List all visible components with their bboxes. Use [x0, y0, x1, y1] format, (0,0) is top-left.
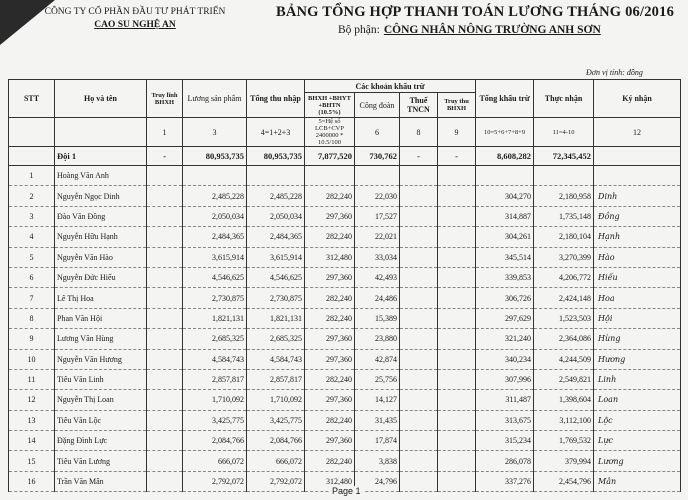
cell-cd: 22,021	[355, 227, 400, 247]
group-total-row	[9, 147, 681, 166]
group-truy-thu: -	[438, 147, 476, 166]
cell-luong: 2,857,817	[183, 369, 247, 389]
header-bh: BHXH +BHYT +BHTN (10.5%)	[305, 93, 355, 118]
cell-empty	[400, 369, 438, 389]
cell-empty	[147, 329, 183, 349]
cell-cd: 23,880	[355, 329, 400, 349]
cell-bh: 312,480	[305, 247, 355, 267]
cell-name: Phan Văn Hội	[55, 308, 147, 328]
cell-tn: 4,206,772	[534, 267, 594, 287]
cell-tkt: 321,240	[476, 329, 534, 349]
cell-tkt: 313,675	[476, 410, 534, 430]
cell-tn: 379,994	[534, 451, 594, 471]
cell-sig: Lực	[594, 431, 681, 451]
group-thuc-nhan: 72,345,452	[534, 147, 594, 166]
cell-stt: 4	[9, 227, 55, 247]
cell-name: Nguyễn Văn Hương	[55, 349, 147, 369]
cell-empty	[400, 451, 438, 471]
formula-cell: 4=1+2+3	[247, 118, 305, 147]
cell-luong: 2,484,365	[183, 227, 247, 247]
cell-name: Lê Thị Hoa	[55, 288, 147, 308]
cell-empty	[400, 206, 438, 226]
header-ky-nhan: Ký nhận	[594, 80, 681, 118]
cell-bh: 282,240	[305, 186, 355, 206]
cell-empty	[147, 267, 183, 287]
cell-name: Tiêu Văn Linh	[55, 369, 147, 389]
table-row	[9, 390, 681, 410]
cell-empty	[147, 288, 183, 308]
cell-tong: 2,730,875	[247, 288, 305, 308]
cell-bh: 297,360	[305, 206, 355, 226]
group-thue: -	[400, 147, 438, 166]
cell-stt: 12	[9, 390, 55, 410]
cell-empty	[400, 410, 438, 430]
cell-cd: 42,493	[355, 267, 400, 287]
cell-tn: 3,270,399	[534, 247, 594, 267]
cell-empty	[147, 308, 183, 328]
cell-empty	[438, 186, 476, 206]
cell-tn: 3,112,100	[534, 410, 594, 430]
cell-luong: 2,084,766	[183, 431, 247, 451]
cell-empty	[147, 227, 183, 247]
cell-tn: 1,735,148	[534, 206, 594, 226]
cell-tong: 2,484,365	[247, 227, 305, 247]
cell-bh: 297,360	[305, 431, 355, 451]
cell-tong: 2,050,034	[247, 206, 305, 226]
department-label: Bộ phận:	[338, 24, 380, 36]
cell-sig: Hoa	[594, 288, 681, 308]
cell-empty	[147, 349, 183, 369]
cell-empty	[438, 288, 476, 308]
table-row	[9, 451, 681, 471]
cell-empty	[438, 267, 476, 287]
header-thuc-nhan: Thực nhận	[534, 80, 594, 118]
cell-sig: Linh	[594, 369, 681, 389]
formula-row	[9, 118, 681, 147]
cell-stt: 14	[9, 431, 55, 451]
cell-tkt: 337,276	[476, 471, 534, 491]
cell-cd: 24,486	[355, 288, 400, 308]
cell-name: Đặng Đình Lực	[55, 431, 147, 451]
cell-stt: 9	[9, 329, 55, 349]
cell-empty	[147, 431, 183, 451]
cell-empty	[400, 166, 438, 186]
cell-name: Trần Văn Mân	[55, 471, 147, 491]
cell-name: Tiêu Văn Lộc	[55, 410, 147, 430]
cell-cd: 24,796	[355, 471, 400, 491]
table-row	[9, 267, 681, 287]
department-line	[338, 24, 601, 36]
currency-unit: Đơn vị tính: đồng	[586, 68, 643, 77]
formula-cell: 12	[594, 118, 681, 147]
department-value: CÔNG NHÂN NÔNG TRƯỜNG ANH SƠN	[383, 24, 601, 36]
cell-bh: 297,360	[305, 267, 355, 287]
cell-tong	[247, 166, 305, 186]
cell-stt: 16	[9, 471, 55, 491]
table-row	[9, 410, 681, 430]
formula-cell: 6	[355, 118, 400, 147]
company-header	[30, 6, 240, 32]
cell-empty	[147, 186, 183, 206]
formula-cell: 8	[400, 118, 438, 147]
cell-bh: 297,360	[305, 390, 355, 410]
group-bh: 7,877,520	[305, 147, 355, 166]
cell-empty	[438, 451, 476, 471]
cell-tong: 666,072	[247, 451, 305, 471]
cell-sig	[594, 166, 681, 186]
cell-tkt: 315,234	[476, 431, 534, 451]
header-tong-thu-nhap: Tổng thu nhập	[247, 80, 305, 118]
table-row	[9, 369, 681, 389]
cell-empty	[438, 206, 476, 226]
cell-luong: 1,710,092	[183, 390, 247, 410]
cell-cd: 33,034	[355, 247, 400, 267]
cell-empty	[400, 308, 438, 328]
cell-cd	[355, 166, 400, 186]
cell-luong: 1,821,131	[183, 308, 247, 328]
cell-sig: Đồng	[594, 206, 681, 226]
cell-sig: Lương	[594, 451, 681, 471]
cell-name: Nguyễn Văn Hào	[55, 247, 147, 267]
cell-tn: 1,398,604	[534, 390, 594, 410]
cell-bh: 297,360	[305, 329, 355, 349]
cell-luong: 2,485,228	[183, 186, 247, 206]
cell-stt: 6	[9, 267, 55, 287]
cell-stt: 15	[9, 451, 55, 471]
table-row	[9, 349, 681, 369]
cell-cd: 3,838	[355, 451, 400, 471]
payroll-table	[8, 79, 681, 492]
formula-cell: 1	[147, 118, 183, 147]
cell-empty	[147, 471, 183, 491]
group-name: Đội 1	[55, 147, 147, 166]
cell-tn: 2,549,821	[534, 369, 594, 389]
table-row	[9, 186, 681, 206]
cell-cd: 22,030	[355, 186, 400, 206]
header-truy-linh: Truy lĩnh BHXH	[147, 80, 183, 118]
header-stt: STT	[9, 80, 55, 118]
table-row	[9, 288, 681, 308]
group-luong: 80,953,735	[183, 147, 247, 166]
cell-bh: 297,360	[305, 349, 355, 369]
cell-stt: 10	[9, 349, 55, 369]
cell-tkt: 306,726	[476, 288, 534, 308]
cell-stt: 13	[9, 410, 55, 430]
cell-tn: 2,364,086	[534, 329, 594, 349]
header-khau-tru: Các khoản khấu trừ	[305, 80, 476, 93]
cell-tn: 1,769,532	[534, 431, 594, 451]
cell-tkt: 340,234	[476, 349, 534, 369]
cell-name: Nguyễn Đức Hiếu	[55, 267, 147, 287]
formula-cell: 3	[183, 118, 247, 147]
cell-tong: 4,584,743	[247, 349, 305, 369]
table-row	[9, 329, 681, 349]
cell-tong: 4,546,625	[247, 267, 305, 287]
cell-empty	[400, 288, 438, 308]
company-subname: CAO SU NGHỆ AN	[94, 20, 176, 30]
cell-empty	[147, 390, 183, 410]
cell-empty	[400, 247, 438, 267]
cell-tkt: 311,487	[476, 390, 534, 410]
cell-tn: 2,424,148	[534, 288, 594, 308]
cell-empty	[147, 247, 183, 267]
cell-tn: 2,454,796	[534, 471, 594, 491]
cell-tkt: 304,261	[476, 227, 534, 247]
group-tong: 80,953,735	[247, 147, 305, 166]
cell-empty	[438, 431, 476, 451]
cell-luong: 4,546,625	[183, 267, 247, 287]
cell-empty	[400, 431, 438, 451]
cell-empty	[147, 451, 183, 471]
header-luong-sp: Lương sản phẩm	[183, 80, 247, 118]
employee-rows	[9, 166, 681, 492]
cell-luong: 2,685,325	[183, 329, 247, 349]
cell-luong: 3,425,775	[183, 410, 247, 430]
cell-name: Nguyễn Ngọc Dinh	[55, 186, 147, 206]
cell-tong: 2,792,072	[247, 471, 305, 491]
cell-tkt: 314,887	[476, 206, 534, 226]
header-cong-doan: Công đoàn	[355, 93, 400, 118]
cell-cd: 15,389	[355, 308, 400, 328]
table-row	[9, 247, 681, 267]
cell-stt: 2	[9, 186, 55, 206]
cell-luong: 2,050,034	[183, 206, 247, 226]
cell-tong: 2,685,325	[247, 329, 305, 349]
cell-name: Tiêu Văn Lương	[55, 451, 147, 471]
cell-luong: 2,730,875	[183, 288, 247, 308]
cell-bh: 282,240	[305, 227, 355, 247]
cell-tkt: 345,514	[476, 247, 534, 267]
cell-cd: 17,874	[355, 431, 400, 451]
cell-tong: 2,084,766	[247, 431, 305, 451]
cell-stt: 5	[9, 247, 55, 267]
cell-tkt: 304,270	[476, 186, 534, 206]
cell-tn	[534, 166, 594, 186]
cell-cd: 14,127	[355, 390, 400, 410]
cell-empty	[438, 390, 476, 410]
cell-sig: Hiếu	[594, 267, 681, 287]
cell-sig: Dinh	[594, 186, 681, 206]
cell-empty	[438, 308, 476, 328]
formula-cell: 10=5+6+7+8+9	[476, 118, 534, 147]
cell-tong: 2,485,228	[247, 186, 305, 206]
cell-luong: 666,072	[183, 451, 247, 471]
cell-bh: 282,240	[305, 308, 355, 328]
cell-name: Nguyễn Thị Loan	[55, 390, 147, 410]
table-row	[9, 227, 681, 247]
cell-empty	[438, 329, 476, 349]
cell-stt: 11	[9, 369, 55, 389]
cell-luong: 2,792,072	[183, 471, 247, 491]
cell-empty	[438, 227, 476, 247]
group-tong-kt: 8,608,282	[476, 147, 534, 166]
cell-empty	[400, 267, 438, 287]
cell-tkt: 339,853	[476, 267, 534, 287]
cell-tkt	[476, 166, 534, 186]
cell-bh: 282,240	[305, 288, 355, 308]
cell-empty	[400, 471, 438, 491]
cell-tn: 2,180,104	[534, 227, 594, 247]
cell-name: Lương Văn Hùng	[55, 329, 147, 349]
formula-cell: 11=4-10	[534, 118, 594, 147]
cell-bh	[305, 166, 355, 186]
header-thue: Thuế TNCN	[400, 93, 438, 118]
cell-empty	[438, 247, 476, 267]
page-number: Page 1	[332, 486, 361, 496]
header-name: Họ và tên	[55, 80, 147, 118]
cell-luong: 3,615,914	[183, 247, 247, 267]
cell-empty	[438, 410, 476, 430]
cell-empty	[438, 369, 476, 389]
cell-bh: 282,240	[305, 410, 355, 430]
cell-tong: 3,425,775	[247, 410, 305, 430]
formula-cell: 5=Hệ số LCB+CVP 2400000 * 10.5/100	[305, 118, 355, 147]
cell-sig: Lộc	[594, 410, 681, 430]
cell-empty	[400, 227, 438, 247]
cell-tn: 1,523,503	[534, 308, 594, 328]
cell-bh: 312,480	[305, 471, 355, 491]
cell-empty	[400, 390, 438, 410]
cell-tkt: 307,996	[476, 369, 534, 389]
cell-name: Nguyễn Hữu Hạnh	[55, 227, 147, 247]
cell-sig: Hương	[594, 349, 681, 369]
cell-sig: Loan	[594, 390, 681, 410]
cell-tong: 2,857,817	[247, 369, 305, 389]
cell-cd: 42,874	[355, 349, 400, 369]
cell-empty	[400, 329, 438, 349]
cell-tkt: 297,629	[476, 308, 534, 328]
cell-empty	[400, 186, 438, 206]
cell-luong: 4,584,743	[183, 349, 247, 369]
cell-cd: 25,756	[355, 369, 400, 389]
group-cd: 730,762	[355, 147, 400, 166]
company-name: CÔNG TY CỔ PHẦN ĐẦU TƯ PHÁT TRIỂN	[44, 7, 226, 17]
cell-tong: 1,821,131	[247, 308, 305, 328]
cell-bh: 282,240	[305, 369, 355, 389]
cell-empty	[400, 349, 438, 369]
table-row	[9, 206, 681, 226]
cell-empty	[147, 369, 183, 389]
table-row	[9, 431, 681, 451]
cell-empty	[438, 471, 476, 491]
cell-tn: 2,180,958	[534, 186, 594, 206]
cell-empty	[147, 410, 183, 430]
cell-stt: 8	[9, 308, 55, 328]
cell-sig: Hội	[594, 308, 681, 328]
document-title: BẢNG TỔNG HỢP THANH TOÁN LƯƠNG THÁNG 06/2016	[275, 4, 675, 20]
cell-empty	[438, 349, 476, 369]
cell-stt: 3	[9, 206, 55, 226]
cell-name: Đào Văn Đồng	[55, 206, 147, 226]
cell-name: Hoàng Văn Anh	[55, 166, 147, 186]
cell-tn: 4,244,509	[534, 349, 594, 369]
cell-tong: 3,615,914	[247, 247, 305, 267]
cell-stt: 7	[9, 288, 55, 308]
header-tong-khau-tru: Tổng khấu trừ	[476, 80, 534, 118]
header-truy-thu: Truy thu BHXH	[438, 93, 476, 118]
table-row	[9, 166, 681, 186]
cell-sig: Hào	[594, 247, 681, 267]
cell-empty	[438, 166, 476, 186]
cell-stt: 1	[9, 166, 55, 186]
cell-empty	[147, 166, 183, 186]
cell-sig: Hạnh	[594, 227, 681, 247]
cell-tkt: 286,078	[476, 451, 534, 471]
cell-bh: 282,240	[305, 451, 355, 471]
cell-luong	[183, 166, 247, 186]
cell-empty	[147, 206, 183, 226]
cell-sig: Hùng	[594, 329, 681, 349]
formula-cell: 9	[438, 118, 476, 147]
cell-sig: Mân	[594, 471, 681, 491]
cell-cd: 17,527	[355, 206, 400, 226]
group-truy-linh: -	[147, 147, 183, 166]
table-row	[9, 308, 681, 328]
cell-cd: 31,435	[355, 410, 400, 430]
cell-tong: 1,710,092	[247, 390, 305, 410]
